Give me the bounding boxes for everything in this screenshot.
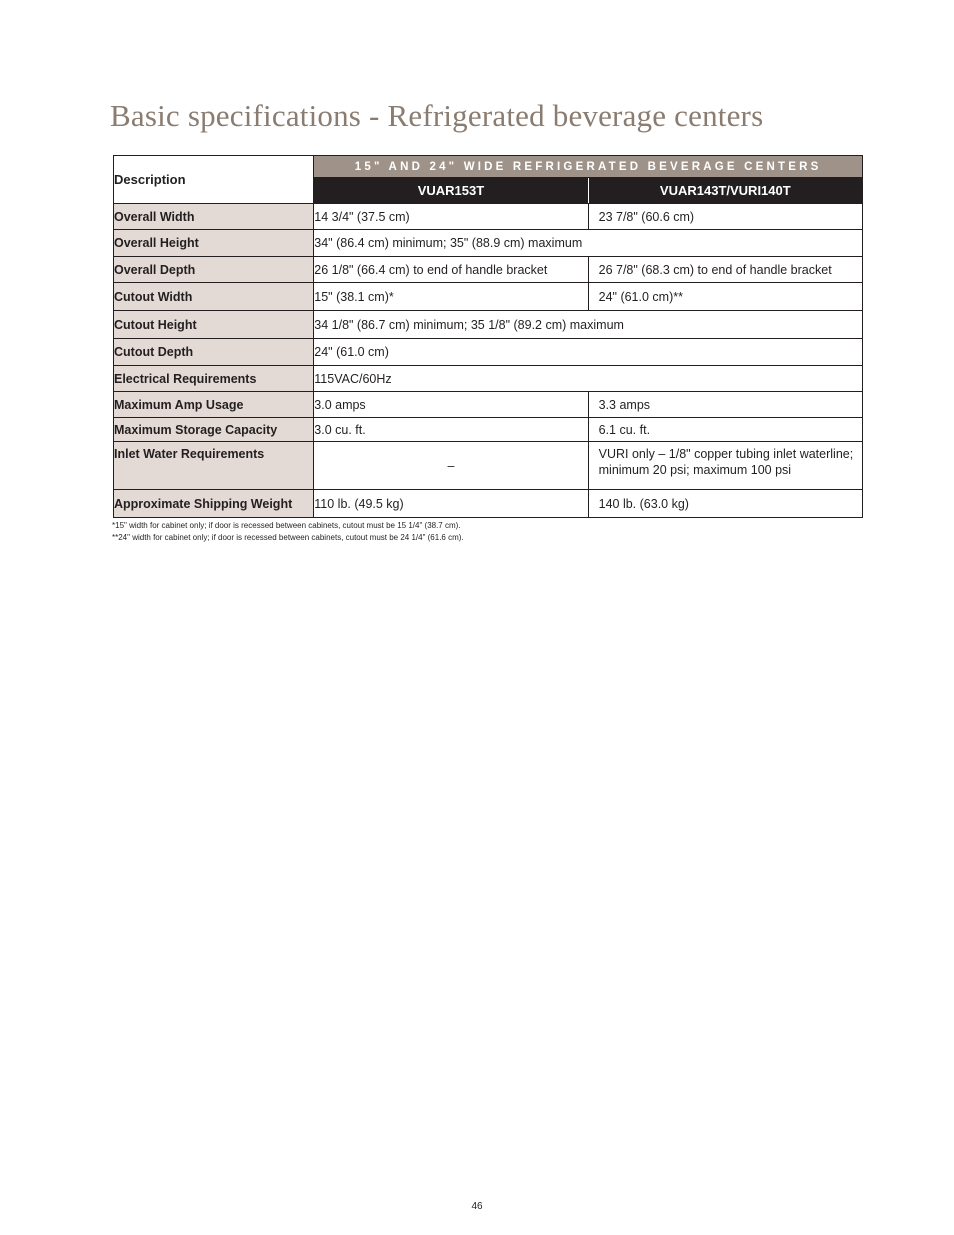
description-header: Description bbox=[114, 156, 314, 204]
cell-value: 110 lb. (49.5 kg) bbox=[314, 490, 588, 518]
table-row bbox=[114, 230, 863, 257]
cell-value: 26 7/8" (68.3 cm) to end of handle bracket bbox=[588, 257, 862, 283]
spec-table bbox=[113, 155, 863, 518]
table-row bbox=[114, 204, 863, 230]
table-row bbox=[114, 366, 863, 392]
row-label: Cutout Depth bbox=[114, 339, 314, 366]
page-title: Basic specifications - Refrigerated beverage centers bbox=[110, 98, 764, 133]
cell-value: 3.3 amps bbox=[588, 392, 862, 418]
row-label: Approximate Shipping Weight bbox=[114, 490, 314, 518]
cell-value: – bbox=[314, 442, 588, 490]
footnote: **24" width for cabinet only; if door is recessed between cabinets, cutout must be 24 1/4" (61.6 cm). bbox=[112, 533, 464, 542]
model-header-vuar153t: VUAR153T bbox=[314, 178, 588, 204]
row-label: Maximum Amp Usage bbox=[114, 392, 314, 418]
table-row bbox=[114, 418, 863, 442]
row-label: Inlet Water Requirements bbox=[114, 442, 314, 490]
footnote: *15" width for cabinet only; if door is recessed between cabinets, cutout must be 15 1/4" (38.7 cm). bbox=[112, 521, 461, 530]
table-row bbox=[114, 311, 863, 339]
row-label: Overall Depth bbox=[114, 257, 314, 283]
row-label: Cutout Height bbox=[114, 311, 314, 339]
model-header-vuar143t-vuri140t: VUAR143T/VURI140T bbox=[588, 178, 862, 204]
cell-value: 26 1/8" (66.4 cm) to end of handle bracket bbox=[314, 257, 588, 283]
cell-value: 34 1/8" (86.7 cm) minimum; 35 1/8" (89.2 cm) maximum bbox=[314, 311, 863, 339]
cell-value: 23 7/8" (60.6 cm) bbox=[588, 204, 862, 230]
footnotes bbox=[112, 520, 464, 544]
cell-value: 14 3/4" (37.5 cm) bbox=[314, 204, 588, 230]
table-row bbox=[114, 442, 863, 490]
table-row bbox=[114, 490, 863, 518]
cell-value: 140 lb. (63.0 kg) bbox=[588, 490, 862, 518]
row-label: Maximum Storage Capacity bbox=[114, 418, 314, 442]
cell-value: 115VAC/60Hz bbox=[314, 366, 863, 392]
cell-value: 6.1 cu. ft. bbox=[588, 418, 862, 442]
cell-value: VURI only – 1/8" copper tubing inlet waterline; minimum 20 psi; maximum 100 psi bbox=[588, 442, 862, 490]
row-label: Overall Width bbox=[114, 204, 314, 230]
table-row bbox=[114, 283, 863, 311]
cell-value: 3.0 cu. ft. bbox=[314, 418, 588, 442]
row-label: Overall Height bbox=[114, 230, 314, 257]
table-row bbox=[114, 257, 863, 283]
row-label: Cutout Width bbox=[114, 283, 314, 311]
table-row bbox=[114, 339, 863, 366]
cell-value: 3.0 amps bbox=[314, 392, 588, 418]
cell-value: 15" (38.1 cm)* bbox=[314, 283, 588, 311]
group-header: 15" AND 24" WIDE REFRIGERATED BEVERAGE CENTERS bbox=[314, 156, 863, 178]
cell-value: 24" (61.0 cm) bbox=[314, 339, 863, 366]
cell-value: 34" (86.4 cm) minimum; 35" (88.9 cm) maximum bbox=[314, 230, 863, 257]
row-label: Electrical Requirements bbox=[114, 366, 314, 392]
cell-value: 24" (61.0 cm)** bbox=[588, 283, 862, 311]
table-row bbox=[114, 392, 863, 418]
page-number: 46 bbox=[471, 1201, 483, 1212]
table-header-row bbox=[114, 156, 863, 178]
